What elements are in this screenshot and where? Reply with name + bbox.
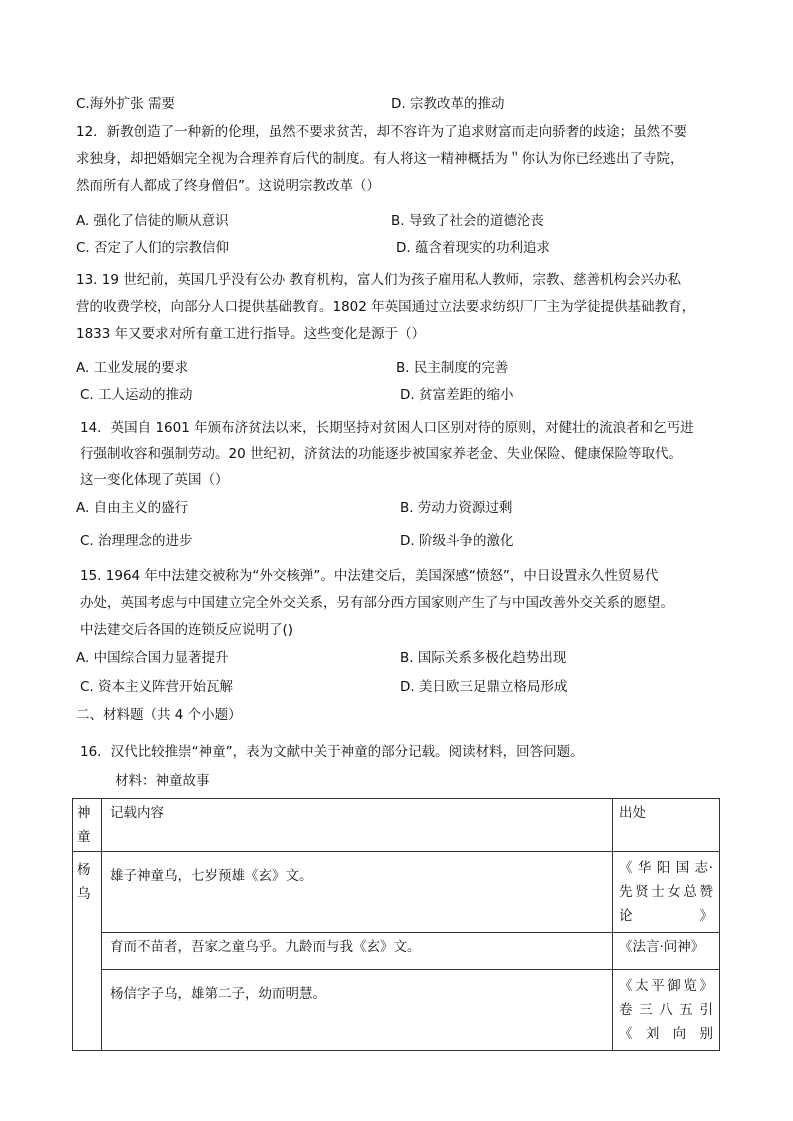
q13-stem-line-2: 营的收费学校，向部分人口提供基础教育。1802 年英国通过立法要求纺织厂厂主为学徒提供基础教育，: [76, 299, 696, 315]
record-content-cell: 雄子神童乌，七岁预雄《玄》文。: [102, 852, 613, 933]
shentong-records-table: [72, 798, 720, 1051]
q15-stem-line-1: 15. 1964 年中法建交被称为“外交核弹”。中法建交后，美国深感“愤怒”，中日设置永久性贸易代: [80, 568, 659, 584]
q12-stem-line-1: 12．新教创造了一种新的伦理，虽然不要求贫苦，却不容许为了追求财富而走向骄奢的歧途；虽然不要: [76, 124, 688, 140]
table-row: [73, 970, 720, 1051]
header-name: 神童: [73, 799, 102, 852]
header-source: 出处: [613, 799, 720, 852]
header-content: 记载内容: [102, 799, 613, 852]
q15-option-b: B. 国际关系多极化趋势出现: [400, 650, 567, 666]
q16-stem: 16．汉代比较推崇“神童”，表为文献中关于神童的部分记载。阅读材料，回答问题。: [80, 744, 584, 760]
q12-option-a: A. 强化了信徒的顺从意识: [76, 213, 229, 229]
record-content-cell: 杨信字子乌，雄第二子，幼而明慧。: [102, 970, 613, 1051]
q14-option-c: C. 治理理念的进步: [80, 533, 193, 549]
record-source-cell: 《法言·问神》: [613, 933, 720, 970]
q13-option-a: A. 工业发展的要求: [76, 360, 189, 376]
q15-stem-line-2: 办处，英国考虑与中国建立完全外交关系，另有部分西方国家则产生了与中国改善外交关系的愿望。: [80, 595, 674, 611]
child-name-cell: 杨乌: [73, 852, 102, 1051]
table-header-row: [73, 799, 720, 852]
q12-option-d: D. 蕴含着现实的功利追求: [396, 240, 550, 256]
q12-option-b: B. 导致了社会的道德沦丧: [391, 213, 544, 229]
q13-option-b: B. 民主制度的完善: [396, 360, 509, 376]
record-source-cell: 《 华 阳 国 志·先贤士女总赞论》: [613, 852, 720, 933]
q15-option-c: C. 资本主义阵营开始瓦解: [80, 679, 234, 695]
table-row: [73, 852, 720, 933]
table-row: [73, 933, 720, 970]
q14-stem-line-2: 行强制收容和强制劳动。20 世纪初，济贫法的功能逐步被国家养老金、失业保险、健康保险等取代。: [80, 446, 682, 462]
q14-option-b: B. 劳动力资源过剩: [400, 500, 513, 516]
q12-stem-line-2: 求独身，却把婚姻完全视为合理养育后代的制度。有人将这一精神概括为＂你认为你已经逃出了寺院，: [76, 151, 684, 167]
record-source-cell: 《太平御览》卷三八五引《刘向别: [613, 970, 720, 1051]
q13-stem-line-1: 13. 19 世纪前，英国几乎没有公办 教育机构，富人们为孩子雇用私人教师，宗教、慈善机构会兴办私: [76, 272, 682, 288]
q15-option-a: A. 中国综合国力显著提升: [76, 650, 229, 666]
q14-stem-line-1: 14．英国自 1601 年颁布济贫法以来，长期坚持对贫困人口区别对待的原则，对健壮的流浪者和乞丐进: [80, 420, 694, 436]
record-content-cell: 育而不苗者，吾家之童乌乎。九龄而与我《玄》文。: [102, 933, 613, 970]
material-label: 材料：神童故事: [115, 773, 210, 789]
q14-option-a: A. 自由主义的盛行: [76, 500, 189, 516]
q11-option-d: D. 宗教改革的推动: [391, 96, 505, 112]
q12-stem-line-3: 然而所有人都成了终身僧侣”。这说明宗教改革（）: [76, 178, 380, 194]
q13-stem-line-3: 1833 年又要求对所有童工进行指导。这些变化是源于（）: [76, 326, 426, 342]
q15-stem-line-3: 中法建交后各国的连锁反应说明了(): [80, 622, 294, 638]
q12-option-c: C. 否定了人们的宗教信仰: [76, 240, 230, 256]
q11-option-c: C.海外扩张 需要: [76, 96, 176, 112]
q13-option-d: D. 贫富差距的缩小: [400, 387, 514, 403]
section-heading: 二、材料题（共 4 个小题）: [76, 707, 242, 723]
q13-option-c: C. 工人运动的推动: [80, 387, 193, 403]
q14-option-d: D. 阶级斗争的激化: [400, 533, 514, 549]
q14-stem-line-3: 这一变化体现了英国（）: [80, 472, 229, 488]
q15-option-d: D. 美日欧三足鼎立格局形成: [400, 679, 568, 695]
